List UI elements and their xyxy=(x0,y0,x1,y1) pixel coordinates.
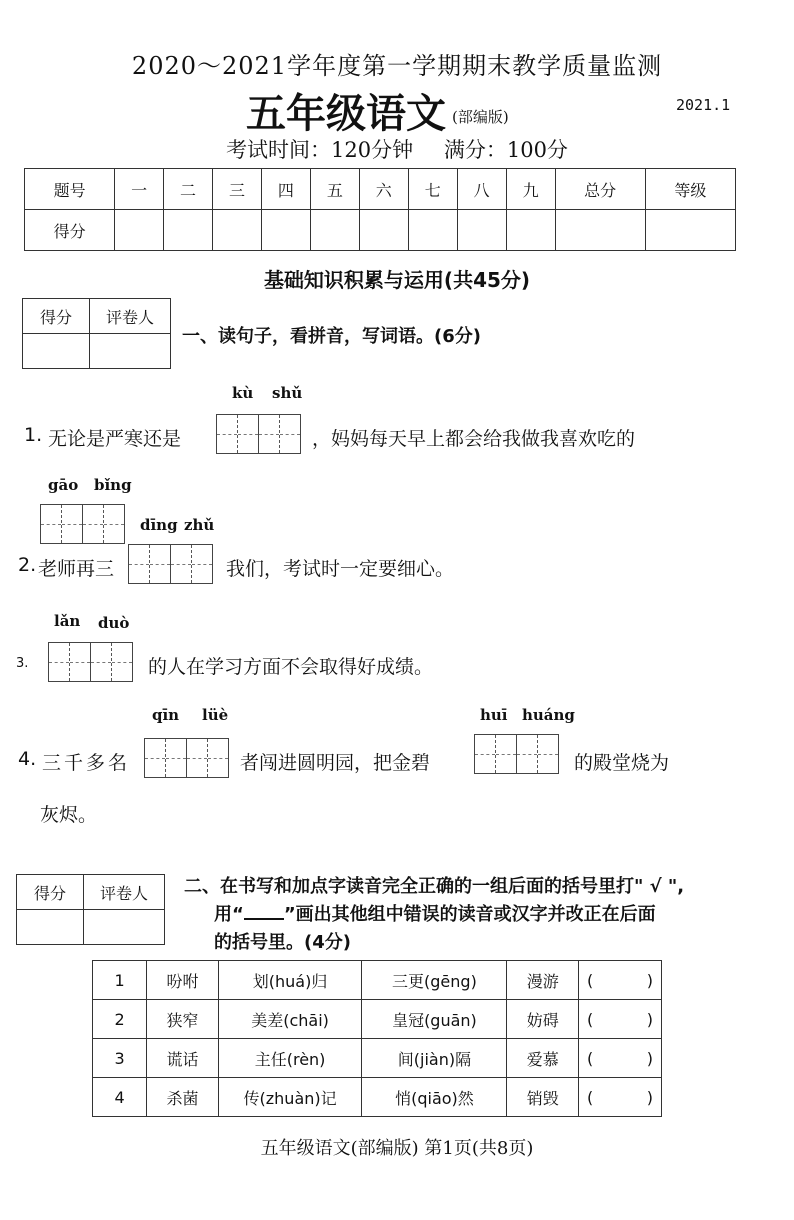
writing-grid[interactable] xyxy=(48,642,133,682)
writing-grid[interactable] xyxy=(144,738,229,778)
q2-heading-line1: 二、在书写和加点字读音完全正确的一组后面的括号里打" √ ", xyxy=(184,876,685,897)
score-table-score-row xyxy=(25,210,736,251)
word-cell: 皇冠(guān) xyxy=(362,1000,507,1039)
exam-date: 2021.1 xyxy=(676,96,731,114)
sentence-text: 者闯进圆明园，把金碧 xyxy=(240,752,431,774)
edition-label: (部编版) xyxy=(452,108,509,126)
section-title: 基础知识积累与运用(共45分) xyxy=(263,268,531,292)
q2-heading-line2 xyxy=(214,900,656,926)
sentence-text: 无论是严寒还是 xyxy=(48,428,182,450)
q2-heading-part: ”画出其他组中错误的读音或汉字并改正在后面 xyxy=(283,904,656,925)
score-blank-cell[interactable] xyxy=(359,210,408,251)
question-number: 1. xyxy=(24,424,43,446)
bracket-open: ( xyxy=(586,1009,594,1029)
writing-grid[interactable] xyxy=(216,414,301,454)
sentence-text: ，妈妈每天早上都会给我做我喜欢吃的 xyxy=(312,428,636,450)
exam-time: 考试时间：120分钟 xyxy=(226,138,414,162)
score-blank-cell[interactable] xyxy=(164,210,213,251)
pinyin: kù xyxy=(232,384,254,402)
word-cell: 划(huá)归 xyxy=(218,961,362,1000)
subject-title: 五年级语文 xyxy=(246,91,446,137)
page-footer: 五年级语文(部编版) 第1页(共8页) xyxy=(260,1138,534,1159)
word-cell: 美差(chāi) xyxy=(218,1000,362,1039)
q1-heading: 一、读句子，看拼音，写词语。(6分) xyxy=(182,326,481,347)
bracket-close: ) xyxy=(646,1087,653,1107)
sentence-text: 灰烬。 xyxy=(40,804,98,826)
bracket-close: ) xyxy=(646,1009,653,1029)
score-cell: 等级 xyxy=(645,169,735,210)
score-cell: 题号 xyxy=(25,169,115,210)
bracket-open: ( xyxy=(586,1048,594,1068)
full-score: 满分：100分 xyxy=(443,138,568,162)
q2-heading-line3: 的括号里。(4分) xyxy=(214,932,351,953)
pinyin: duò xyxy=(98,614,130,632)
score-blank-cell[interactable] xyxy=(213,210,262,251)
grader-reviewer-blank[interactable] xyxy=(90,334,171,369)
sentence-text: 老师再三 xyxy=(38,558,115,580)
sentence-text: 我们，考试时一定要细心。 xyxy=(226,558,455,580)
bracket-open: ( xyxy=(586,970,594,990)
grader-reviewer-blank[interactable] xyxy=(84,910,165,945)
table-row xyxy=(93,1000,662,1039)
q2-heading-part: 用“ xyxy=(214,904,244,925)
score-cell: 一 xyxy=(115,169,164,210)
writing-grid[interactable] xyxy=(474,734,559,774)
word-cell: 主任(rèn) xyxy=(218,1039,362,1078)
grader-score-label: 得分 xyxy=(17,875,84,910)
bracket-close: ) xyxy=(646,1048,653,1068)
score-cell: 得分 xyxy=(25,210,115,251)
table-row xyxy=(93,1078,662,1117)
sentence-text: 的殿堂烧为 xyxy=(574,752,670,774)
pinyin: qīn xyxy=(152,706,180,724)
sentence-text: 的人在学习方面不会取得好成绩。 xyxy=(148,656,434,678)
word-cell: 悄(qiāo)然 xyxy=(362,1078,507,1117)
score-cell: 二 xyxy=(164,169,213,210)
score-cell: 三 xyxy=(213,169,262,210)
grader-score-blank[interactable] xyxy=(17,910,84,945)
grader-score-blank[interactable] xyxy=(23,334,90,369)
grader-score-label: 得分 xyxy=(23,299,90,334)
word-cell: 三更(gēng) xyxy=(362,961,507,1000)
score-cell: 八 xyxy=(457,169,506,210)
score-cell: 九 xyxy=(506,169,555,210)
pinyin: gāo xyxy=(48,476,79,494)
score-cell: 总分 xyxy=(555,169,645,210)
row-number: 4 xyxy=(93,1078,147,1117)
sentence-text: 三千多名 xyxy=(42,752,131,774)
choice-table xyxy=(92,960,662,1117)
grader-box-q2 xyxy=(16,874,165,945)
word-cell: 间(jiàn)隔 xyxy=(362,1039,507,1078)
score-blank-cell[interactable] xyxy=(457,210,506,251)
answer-bracket[interactable] xyxy=(578,961,661,1000)
word-cell: 爱慕 xyxy=(507,1039,578,1078)
score-cell: 四 xyxy=(261,169,310,210)
answer-bracket[interactable] xyxy=(578,1039,661,1078)
row-number: 1 xyxy=(93,961,147,1000)
pinyin: lǎn xyxy=(54,612,81,630)
bracket-open: ( xyxy=(586,1087,594,1107)
word-cell: 狭窄 xyxy=(147,1000,218,1039)
question-number: 3. xyxy=(16,656,29,671)
score-blank-cell[interactable] xyxy=(555,210,645,251)
pinyin: huáng xyxy=(522,706,575,724)
score-blank-cell[interactable] xyxy=(261,210,310,251)
pinyin: huī xyxy=(480,706,508,724)
table-row xyxy=(93,1039,662,1078)
row-number: 3 xyxy=(93,1039,147,1078)
score-blank-cell[interactable] xyxy=(506,210,555,251)
score-cell: 五 xyxy=(310,169,359,210)
score-cell: 六 xyxy=(359,169,408,210)
score-table-header-row xyxy=(25,169,736,210)
answer-bracket[interactable] xyxy=(578,1078,661,1117)
exam-meta xyxy=(0,134,794,164)
word-cell: 传(zhuàn)记 xyxy=(218,1078,362,1117)
score-table xyxy=(24,168,736,251)
grader-reviewer-label: 评卷人 xyxy=(90,299,171,334)
pinyin: dīng xyxy=(140,516,178,534)
pinyin: lüè xyxy=(202,706,229,724)
word-cell: 杀菌 xyxy=(147,1078,218,1117)
score-blank-cell[interactable] xyxy=(310,210,359,251)
pinyin: bǐng xyxy=(94,476,132,494)
word-cell: 吩咐 xyxy=(147,961,218,1000)
table-row xyxy=(93,961,662,1000)
exam-title: 2020～2021学年度第一学期期末教学质量监测 xyxy=(131,52,663,80)
word-cell: 销毁 xyxy=(507,1078,578,1117)
pinyin: shǔ xyxy=(272,384,303,402)
grader-box-q1 xyxy=(22,298,171,369)
pinyin: zhǔ xyxy=(184,516,215,534)
score-blank-cell[interactable] xyxy=(408,210,457,251)
score-blank-cell[interactable] xyxy=(645,210,735,251)
word-cell: 漫游 xyxy=(507,961,578,1000)
question-number: 2. xyxy=(18,554,37,576)
underline-sample xyxy=(244,904,284,920)
score-cell: 七 xyxy=(408,169,457,210)
word-cell: 谎话 xyxy=(147,1039,218,1078)
answer-bracket[interactable] xyxy=(578,1000,661,1039)
row-number: 2 xyxy=(93,1000,147,1039)
writing-grid[interactable] xyxy=(40,504,125,544)
word-cell: 妨碍 xyxy=(507,1000,578,1039)
bracket-close: ) xyxy=(646,970,653,990)
question-number: 4. xyxy=(18,748,37,770)
grader-reviewer-label: 评卷人 xyxy=(84,875,165,910)
score-blank-cell[interactable] xyxy=(115,210,164,251)
writing-grid[interactable] xyxy=(128,544,213,584)
